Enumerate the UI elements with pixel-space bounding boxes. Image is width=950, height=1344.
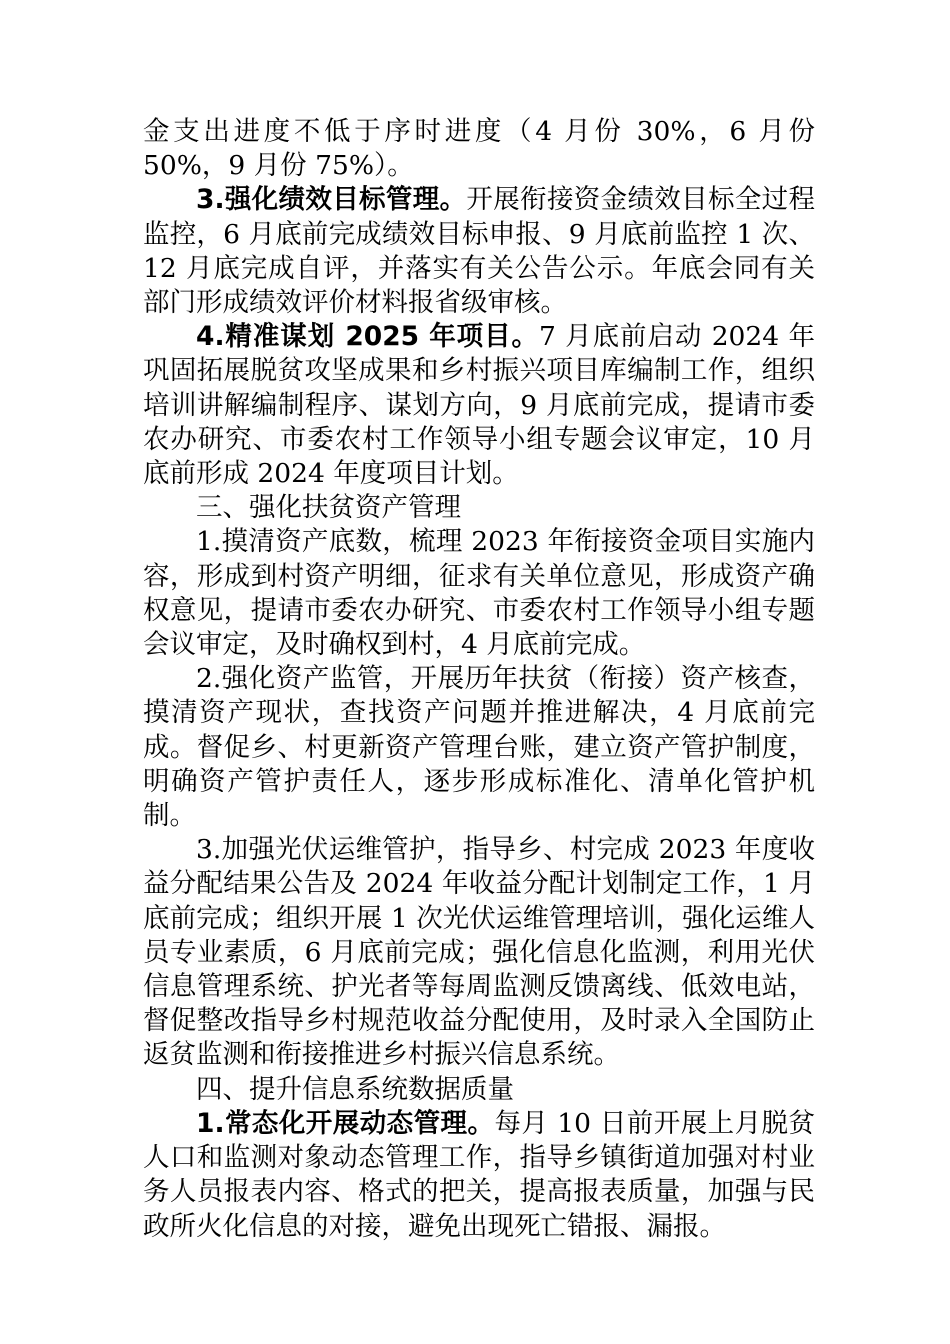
document-page <box>143 115 815 1244</box>
paragraph-lead: 4.精准谋划 2025 年项目。 <box>196 321 539 353</box>
paragraph-lead: 3.强化绩效目标管理。 <box>196 184 467 216</box>
paragraph-text: 2.强化资产监管，开展历年扶贫（衔接）资产核查，摸清资产现状，查找资产问题并推进解决，4 月底前完成。督促乡、村更新资产管理台账，建立资产管护制度，明确资产管护责任人，逐步形成标准化、清单化管护机制。 <box>143 663 815 832</box>
paragraph-text: 开展衔接资金绩效目标全过程监控，6 月底前完成绩效目标申报、9 月底前监控 1 次、12 月底完成自评，并落实有关公告公示。年底会同有关部门形成绩效评价材料报省级审核。 <box>143 184 816 319</box>
paragraph-fund-progress <box>143 115 815 183</box>
paragraph-text: 每月 10 日前开展上月脱贫人口和监测对象动态管理工作，指导乡镇街道加强对村业务人员报表内容、格式的把关，提高报表质量，加强与民政所火化信息的对接，避免出现死亡错报、漏报。 <box>143 1107 815 1242</box>
section-heading-text: 三、强化扶贫资产管理 <box>196 492 461 524</box>
paragraph-text: 3.加强光伏运维管护，指导乡、村完成 2023 年度收益分配结果公告及 2024 年收益分配计划制定工作，1 月底前完成；组织开展 1 次光伏运维管理培训，强化运维人员专业素质，6 月底前完成；强化信息化监测，利用光伏信息管理系统、护光者等每周监测反馈离线、低效电站，督促整改指导乡村规范收益分配使用，及时录入全国防止返贫监测和衔接推进乡村振兴信息系统。 <box>143 834 815 1071</box>
paragraph-dynamic-management <box>143 1107 815 1244</box>
paragraph-text: 7 月底前启动 2024 年巩固拓展脱贫攻坚成果和乡村振兴项目库编制工作，组织培训讲解编制程序、谋划方向，9 月底前完成，提请市委农办研究、市委农村工作领导小组专题会议审定，10 月底前形成 2024 年度项目计划。 <box>143 321 815 490</box>
paragraph-project-planning <box>143 320 815 491</box>
paragraph-performance-management <box>143 183 815 320</box>
paragraph-text: 金支出进度不低于序时进度（4 月份 30%，6 月份 50%，9 月份 75%）。 <box>143 116 815 182</box>
paragraph-asset-supervision <box>143 662 815 833</box>
section-heading-asset-management <box>143 491 815 525</box>
section-heading-text: 四、提升信息系统数据质量 <box>196 1073 514 1105</box>
paragraph-lead: 1.常态化开展动态管理。 <box>196 1107 495 1139</box>
paragraph-asset-inventory <box>143 525 815 662</box>
paragraph-text: 1.摸清资产底数，梳理 2023 年衔接资金项目实施内容，形成到村资产明细，征求有关单位意见，形成资产确权意见，提请市委农办研究、市委农村工作领导小组专题会议审定，及时确权到村，4 月底前完成。 <box>143 526 815 661</box>
paragraph-photovoltaic-maintenance <box>143 833 815 1072</box>
section-heading-data-quality <box>143 1073 815 1107</box>
